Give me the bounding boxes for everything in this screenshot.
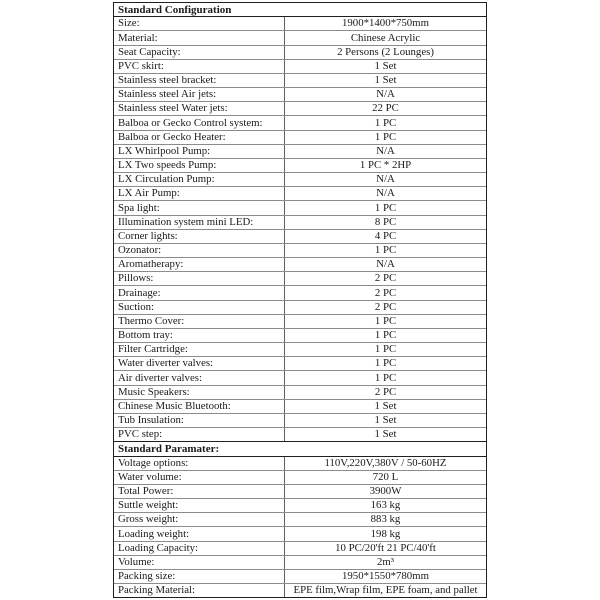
row-label: Volume:	[114, 556, 285, 569]
table-row	[114, 115, 486, 129]
row-value: 1 Set	[374, 74, 397, 87]
row-value: 1 Set	[374, 414, 397, 427]
row-value: 1 PC	[374, 329, 397, 342]
section-header-label: Standard Paramater:	[118, 442, 220, 455]
table-row	[114, 172, 486, 186]
row-label: Filter Cartridge:	[114, 343, 285, 356]
table-row	[114, 457, 486, 470]
row-label: PVC step:	[114, 428, 285, 441]
spec-table	[113, 2, 487, 598]
row-label: Spa light:	[114, 201, 285, 214]
row-label: Stainless steel Air jets:	[114, 88, 285, 101]
table-row	[114, 427, 486, 441]
row-value: 1 PC	[374, 343, 397, 356]
table-row	[114, 342, 486, 356]
table-row	[114, 73, 486, 87]
row-label: Bottom tray:	[114, 329, 285, 342]
row-value: 3900W	[369, 485, 402, 498]
row-label: Pillows:	[114, 272, 285, 285]
table-row	[114, 17, 486, 30]
row-label: Balboa or Gecko Control system:	[114, 116, 285, 129]
table-row	[114, 526, 486, 540]
table-row	[114, 271, 486, 285]
table-row	[114, 498, 486, 512]
row-label: Gross weight:	[114, 513, 285, 526]
row-label: Packing Material:	[114, 584, 285, 597]
row-label: Ozonator:	[114, 244, 285, 257]
table-row	[114, 541, 486, 555]
row-label: PVC skirt:	[114, 60, 285, 73]
row-value: N/A	[376, 258, 395, 271]
row-value: N/A	[376, 144, 395, 157]
row-value: 110V,220V,380V / 50-60HZ	[324, 456, 447, 469]
table-row	[114, 186, 486, 200]
row-value: 2 PC	[374, 385, 397, 398]
table-row	[114, 328, 486, 342]
table-row	[114, 243, 486, 257]
row-value: 1 PC	[374, 130, 397, 143]
row-label: Chinese Music Bluetooth:	[114, 400, 285, 413]
row-label: Illumination system mini LED:	[114, 216, 285, 229]
row-label: Voltage options:	[114, 457, 285, 470]
table-row	[114, 30, 486, 44]
row-label: Loading Capacity:	[114, 542, 285, 555]
row-value: 1 Set	[374, 400, 397, 412]
table-row	[114, 285, 486, 299]
table-row	[114, 356, 486, 370]
row-value: 198 kg	[370, 527, 401, 540]
section-header-label: Standard Configuration	[118, 3, 232, 16]
row-label: Thermo Cover:	[114, 315, 285, 328]
row-label: Size:	[114, 17, 285, 30]
row-value: 10 PC/20'ft 21 PC/40'ft	[335, 541, 436, 554]
row-label: Suction:	[114, 301, 285, 314]
row-label: Material:	[114, 31, 285, 44]
row-value: 720 L	[372, 470, 399, 483]
table-row	[114, 583, 486, 597]
row-value: 1 PC	[374, 201, 397, 214]
row-value: 1900*1400*750mm	[342, 17, 429, 30]
row-value: N/A	[376, 88, 395, 101]
row-value: Chinese Acrylic	[350, 31, 421, 44]
table-row	[114, 370, 486, 384]
row-value: 163 kg	[370, 499, 401, 512]
table-row	[114, 130, 486, 144]
row-value: 1 PC	[374, 357, 397, 370]
table-row	[114, 413, 486, 427]
table-row	[114, 257, 486, 271]
table-row	[114, 87, 486, 101]
row-value: 4 PC	[374, 229, 397, 242]
row-label: Stainless steel Water jets:	[114, 102, 285, 115]
row-label: Drainage:	[114, 286, 285, 299]
row-value: 22 PC	[372, 102, 399, 115]
table-row	[114, 59, 486, 73]
table-row	[114, 229, 486, 243]
row-label: Water volume:	[114, 471, 285, 484]
section-header-row	[114, 441, 486, 456]
row-value: 1 PC	[374, 244, 397, 257]
row-label: Corner lights:	[114, 230, 285, 243]
row-label: LX Whirlpool Pump:	[114, 145, 285, 158]
row-label: Aromatherapy:	[114, 258, 285, 271]
row-value: 883 kg	[370, 513, 401, 526]
table-row	[114, 101, 486, 115]
row-value: 1 PC	[374, 371, 397, 384]
table-row	[114, 300, 486, 314]
row-value: 1950*1550*780mm	[342, 570, 429, 583]
row-label: Air diverter valves:	[114, 371, 285, 384]
row-label: LX Circulation Pump:	[114, 173, 285, 186]
row-label: Balboa or Gecko Heater:	[114, 131, 285, 144]
table-row	[114, 569, 486, 583]
table-row	[114, 484, 486, 498]
row-value: 1 PC * 2HP	[359, 159, 412, 172]
row-value: 1 Set	[374, 428, 397, 441]
table-row	[114, 215, 486, 229]
row-value: N/A	[376, 173, 395, 186]
table-row	[114, 314, 486, 328]
row-label: Loading weight:	[114, 527, 285, 540]
row-label: Packing size:	[114, 570, 285, 583]
row-label: Stainless steel bracket:	[114, 74, 285, 87]
table-row	[114, 45, 486, 59]
row-label: Music Speakers:	[114, 386, 285, 399]
row-label: Tub Insulation:	[114, 414, 285, 427]
row-label: Total Power:	[114, 485, 285, 498]
section-header-row	[114, 3, 486, 17]
row-value: 2 PC	[374, 300, 397, 313]
row-label: LX Air Pump:	[114, 187, 285, 200]
row-value: 2m³	[376, 555, 395, 568]
row-label: Water diverter valves:	[114, 357, 285, 370]
table-row	[114, 144, 486, 158]
row-value: 1 Set	[374, 59, 397, 72]
table-row	[114, 470, 486, 484]
table-row	[114, 399, 486, 413]
row-value: N/A	[376, 187, 395, 200]
row-value: 8 PC	[374, 215, 397, 228]
row-value: 1 PC	[374, 314, 397, 327]
row-value: EPE film,Wrap film, EPE foam, and pallet	[293, 584, 478, 597]
row-value: 2 PC	[374, 286, 397, 299]
table-row	[114, 158, 486, 172]
row-value: 2 Persons (2 Lounges)	[337, 45, 434, 58]
row-label: Seat Capacity:	[114, 46, 285, 59]
row-label: Suttle weight:	[114, 499, 285, 512]
table-row	[114, 385, 486, 399]
table-row	[114, 555, 486, 569]
row-value: 1 PC	[374, 116, 397, 129]
row-value: 2 PC	[374, 272, 397, 285]
table-row	[114, 200, 486, 214]
row-label: LX Two speeds Pump:	[114, 159, 285, 172]
table-row	[114, 512, 486, 526]
